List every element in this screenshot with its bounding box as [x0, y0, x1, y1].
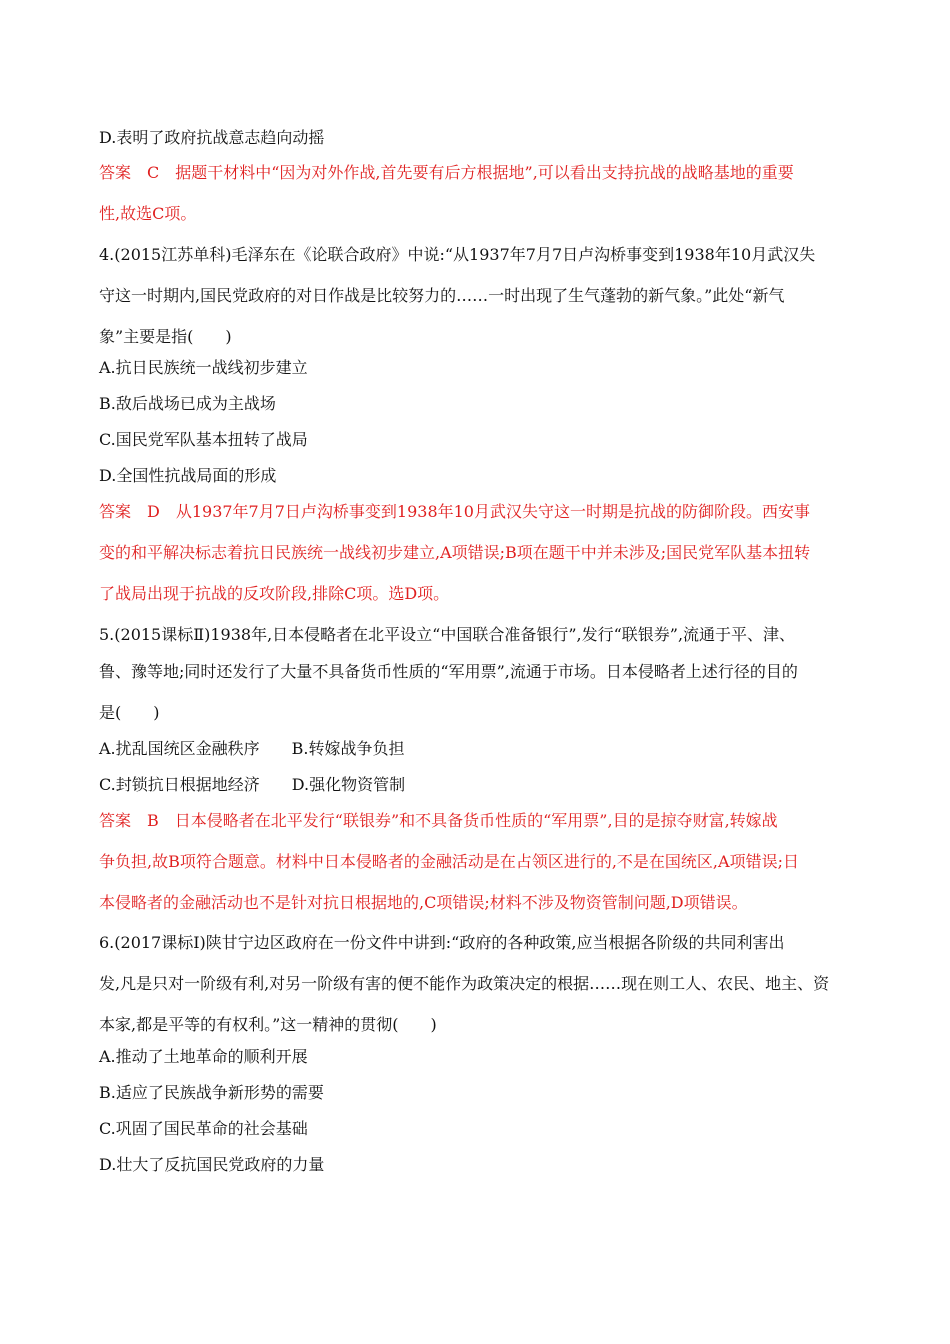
q5-answer-line-3: 本侵略者的金融活动也不是针对抗日根据地的,C项错误;材料不涉及物资管制问题,D项错误。: [99, 893, 748, 912]
q6-stem-line-2: 发,凡是只对一阶级有利,对另一阶级有害的便不能作为政策决定的根据……现在则工人、农民、地主、资: [99, 974, 830, 993]
q4-answer-line-2: 变的和平解决标志着抗日民族统一战线初步建立,A项错误;B项在题干中并未涉及;国民党军队基本扭转: [99, 543, 811, 562]
q5-option-a: A.扰乱国统区金融秩序: [99, 739, 260, 758]
q4-stem-line-3: 象”主要是指( ): [99, 327, 232, 346]
q6-option-a: A.推动了土地革命的顺利开展: [99, 1047, 308, 1066]
q5-option-c: C.封锁抗日根据地经济: [99, 775, 260, 794]
q6-stem-line-3: 本家,都是平等的有权利。”这一精神的贯彻( ): [99, 1015, 437, 1034]
q4-option-a: A.抗日民族统一战线初步建立: [99, 358, 308, 377]
q4-option-d: D.全国性抗战局面的形成: [99, 466, 277, 485]
q4-answer-line-1: 答案 D 从1937年7月7日卢沟桥事变到1938年10月武汉失守这一时期是抗战的防御阶段。西安事: [99, 502, 810, 521]
q6-option-d: D.壮大了反抗国民党政府的力量: [99, 1155, 325, 1174]
q5-options-row-2: [99, 774, 890, 796]
q4-stem-line-2: 守这一时期内,国民党政府的对日作战是比较努力的……一时出现了生气蓬勃的新气象。”此处“新气: [99, 286, 785, 305]
q4-option-c: C.国民党军队基本扭转了战局: [99, 430, 308, 449]
q3-option-d: D.表明了政府抗战意志趋向动摇: [99, 128, 325, 147]
q5-option-d: D.强化物资管制: [291, 775, 406, 794]
q4-option-b: B.敌后战场已成为主战场: [99, 394, 276, 413]
q5-answer-line-1: 答案 B 日本侵略者在北平发行“联银券”和不具备货币性质的“军用票”,目的是掠夺财富,转嫁战: [99, 811, 778, 830]
q5-options-row-1: [99, 738, 890, 760]
q6-stem-line-1: 6.(2017课标Ⅰ)陕甘宁边区政府在一份文件中讲到:“政府的各种政策,应当根据各阶级的共同利害出: [99, 933, 785, 952]
q5-answer-line-2: 争负担,故B项符合题意。材料中日本侵略者的金融活动是在占领区进行的,不是在国统区,A项错误;日: [99, 852, 799, 871]
q3-answer-line-1: 答案 C 据题干材料中“因为对外作战,首先要有后方根据地”,可以看出支持抗战的战略基地的重要: [99, 163, 794, 182]
q5-stem-line-3: 是( ): [99, 703, 160, 722]
q6-option-b: B.适应了民族战争新形势的需要: [99, 1083, 324, 1102]
q3-answer-line-2: 性,故选C项。: [99, 204, 197, 223]
q6-option-c: C.巩固了国民革命的社会基础: [99, 1119, 308, 1138]
q5-stem-line-1: 5.(2015课标Ⅱ)1938年,日本侵略者在北平设立“中国联合准备银行”,发行“联银券”,流通于平、津、: [99, 625, 796, 644]
q5-stem-line-2: 鲁、豫等地;同时还发行了大量不具备货币性质的“军用票”,流通于市场。日本侵略者上述行径的目的: [99, 662, 798, 681]
q5-option-b: B.转嫁战争负担: [291, 739, 405, 758]
q4-answer-line-3: 了战局出现于抗战的反攻阶段,排除C项。选D项。: [99, 584, 450, 603]
q4-stem-line-1: 4.(2015江苏单科)毛泽东在《论联合政府》中说:“从1937年7月7日卢沟桥事变到1938年10月武汉失: [99, 245, 816, 264]
